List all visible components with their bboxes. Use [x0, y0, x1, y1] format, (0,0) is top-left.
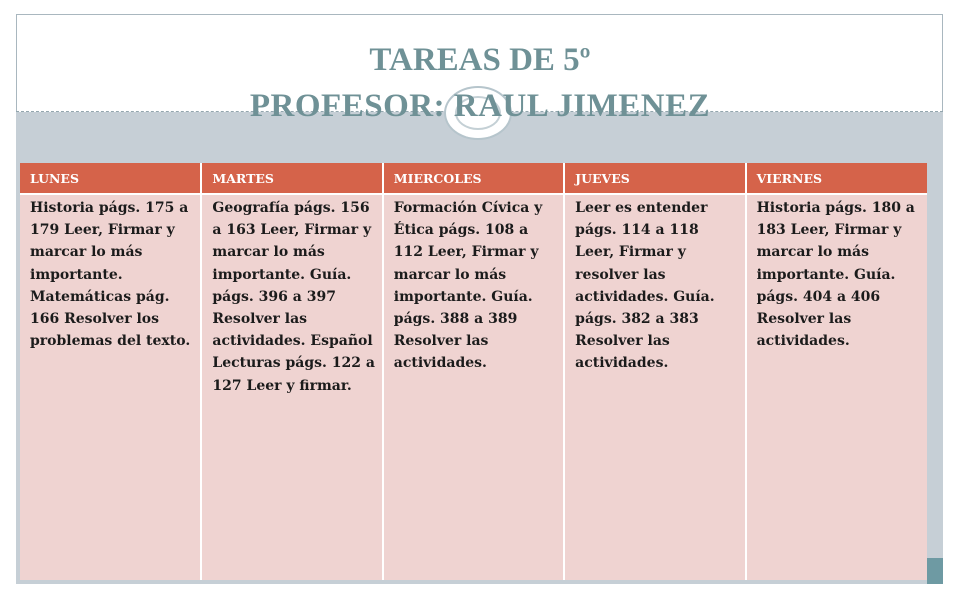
cell-lunes: Historia págs. 175 a 179 Leer, Firmar y marcar lo más importante. Matemáticas pág. 166 Resolver los problemas del texto.	[20, 194, 201, 580]
header-martes: MARTES	[201, 163, 382, 194]
table-row	[20, 194, 927, 580]
cell-miercoles: Formación Cívica y Ética págs. 108 a 112 Leer, Firmar y marcar lo más importante. Guía. págs. 388 a 389 Resolver las actividades.	[383, 194, 564, 580]
cell-jueves: Leer es entender págs. 114 a 118 Leer, Firmar y resolver las actividades. Guía. págs. 382 a 383 Resolver las actividades.	[564, 194, 745, 580]
slide-subtitle: PROFESOR: RAUL JIMENEZ	[249, 88, 711, 124]
slide-title: TAREAS DE 5º	[369, 42, 591, 78]
cell-martes: Geografía págs. 156 a 163 Leer, Firmar y marcar lo más importante. Guía. págs. 396 a 397 Resolver las actividades. Español Lecturas págs. 122 a 127 Leer y firmar.	[201, 194, 382, 580]
cell-viernes: Historia págs. 180 a 183 Leer, Firmar y marcar lo más importante. Guía. págs. 404 a 406 Resolver las actividades.	[746, 194, 927, 580]
band-accent	[927, 558, 943, 584]
header-jueves: JUEVES	[564, 163, 745, 194]
table-header-row	[20, 163, 927, 194]
header-miercoles: MIERCOLES	[383, 163, 564, 194]
header-lunes: LUNES	[20, 163, 201, 194]
header-viernes: VIERNES	[746, 163, 927, 194]
homework-table	[20, 163, 927, 580]
